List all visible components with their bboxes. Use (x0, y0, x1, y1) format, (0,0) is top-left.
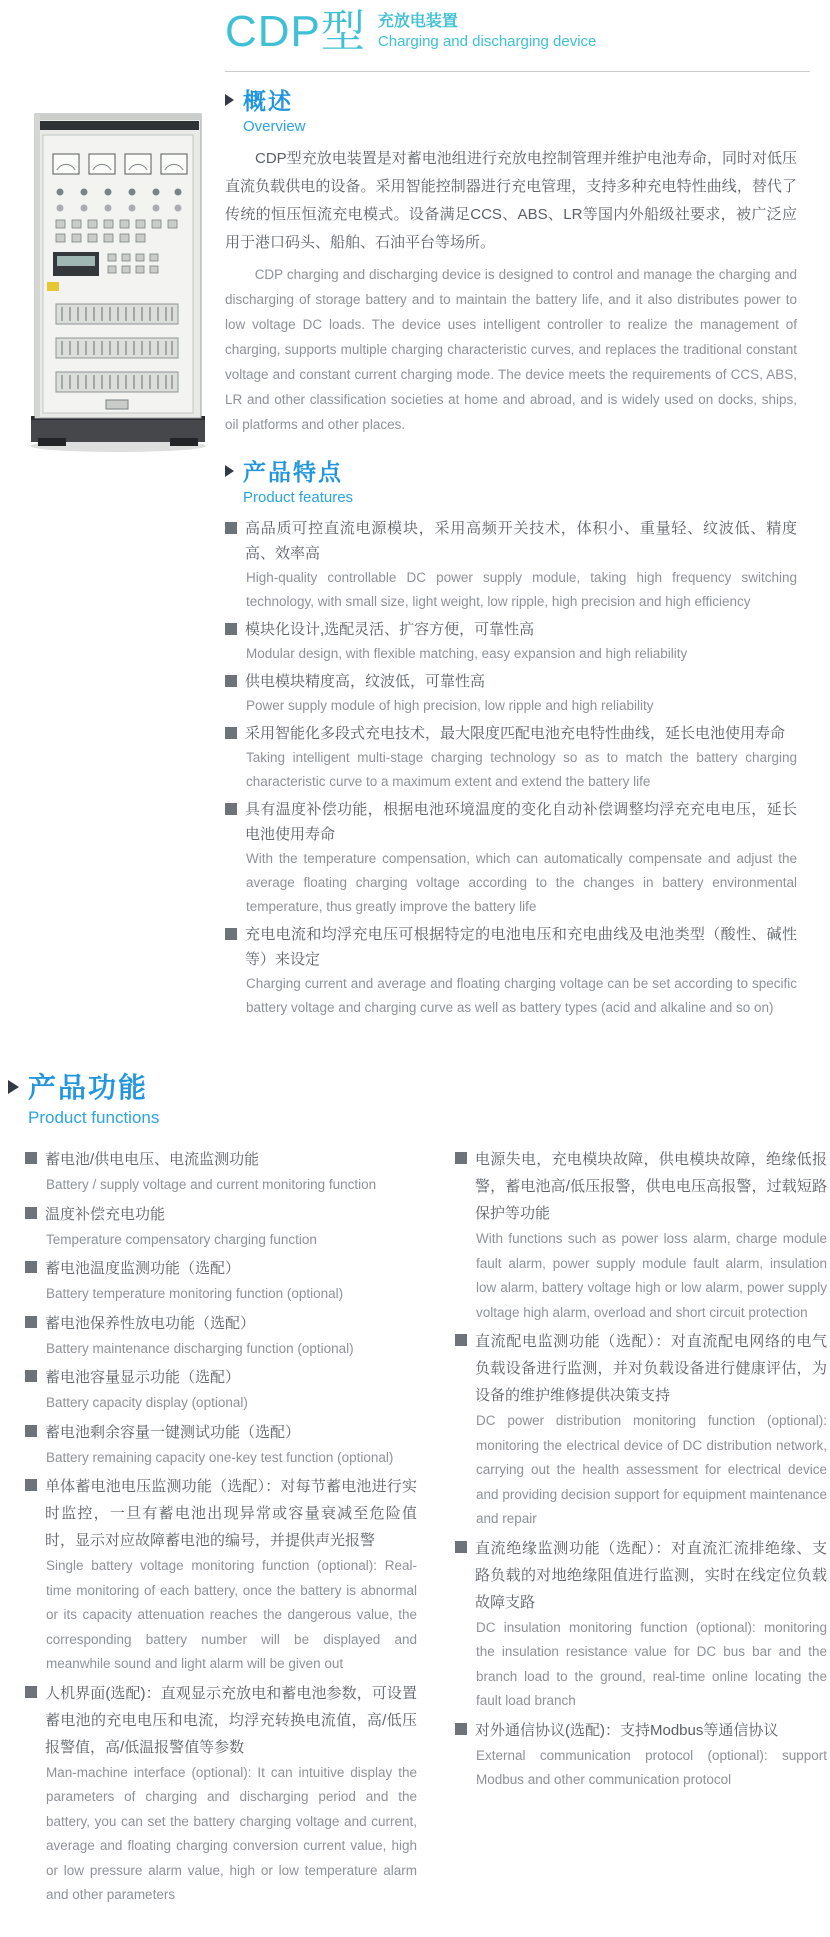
product-subtitle-en: Charging and discharging device (377, 33, 597, 50)
top-content-column (225, 86, 797, 1023)
bullet-square-icon (25, 1316, 37, 1328)
function-item (455, 1146, 827, 1325)
features-section-header (225, 457, 797, 508)
cabinet-plinth (31, 416, 205, 446)
vent-grilles (56, 304, 178, 392)
feature-text-zh: 高品质可控直流电源模块，采用高频开关技术，体积小、重量轻、纹波低、精度高、效率高 (225, 516, 797, 566)
bullet-square-icon (455, 1541, 467, 1553)
feature-text-en: High-quality controllable DC power supply module, taking high frequency switching technology, with small size, light weight, low ripple, high precision and high efficiency (246, 570, 797, 609)
product-subtitle (378, 12, 596, 51)
bullet-square-icon (225, 928, 237, 940)
function-text-zh: 电源失电，充电模块故障，供电模块故障，绝缘低报警，蓄电池高/低压报警，供电电压高报警，过载短路保护等功能 (455, 1146, 827, 1227)
feature-item (225, 617, 797, 666)
feature-text-en: With the temperature compensation, which can automatically compensate and adjust the average floating charging voltage according to the changes in battery environmental temperature, thus greatly improve the battery life (246, 851, 797, 914)
bullet-square-icon (225, 803, 237, 815)
bullet-square-icon (25, 1152, 37, 1164)
bullet-square-icon (455, 1723, 467, 1735)
bullet-square-icon (25, 1370, 37, 1382)
function-text-en: Battery remaining capacity one-key test function (optional) (46, 1449, 394, 1465)
page-header (225, 6, 596, 58)
feature-text-zh: 模块化设计,选配灵活、扩容方便，可靠性高 (225, 617, 797, 642)
feature-item (225, 797, 797, 919)
function-text-en: With functions such as power loss alarm, charge module fault alarm, power supply module fault alarm, insulation low alarm, battery voltage high or low alarm, power supply voltage high alarm, overload and short circuit protection (476, 1231, 827, 1320)
function-text-en: External communication protocol (optional): support Modbus and other communication protocol (476, 1747, 827, 1787)
features-title-zh: 产品特点 (243, 459, 343, 485)
bullet-square-icon (455, 1152, 467, 1164)
functions-left-column (25, 1146, 417, 1911)
feature-text-zh: 采用智能化多段式充电技术，最大限度匹配电池充电特性曲线，延长电池使用寿命 (225, 721, 797, 746)
function-text-en: Temperature compensatory charging function (46, 1231, 317, 1247)
features-title-en: Product features (243, 489, 354, 506)
function-item (25, 1146, 417, 1198)
overview-section-header (225, 86, 797, 137)
feature-text-en: Modular design, with flexible matching, easy expansion and high reliability (246, 646, 688, 661)
header-divider (225, 71, 810, 72)
overview-paragraph-zh: CDP型充放电装置是对蓄电池组进行充放电控制管理并维护电池寿命，同时对低压直流负载供电的设备。采用智能控制器进行充电管理，支持多种充电特性曲线，替代了传统的恒压恒流充电模式。设备满足CCS、ABS、LR等国内外船级社要求，被广泛应用于港口码头、船舶、石油平台等场所。 (225, 150, 797, 251)
function-item (455, 1328, 827, 1532)
feature-text-zh: 供电模块精度高，纹波低，可靠性高 (225, 669, 797, 694)
feature-text-en: Charging current and average and floating charging voltage can be set according to specific battery voltage and charging curve as well as battery types (acid and alkaline and so on) (246, 976, 797, 1015)
feature-text-en: Power supply module of high precision, low ripple and high reliability (246, 698, 654, 713)
overview-paragraph-en: CDP charging and discharging device is designed to control and manage the charging and discharging of storage battery and to maintain the battery life, and it also distributes power to low voltage DC loads. The device uses intelligent controller to realize the management of charging, supports multiple charging characteristic curves, and replaces the traditional constant voltage and constant current charging mode. The device meets the requirements of CCS, ABS, LR and other classification societies at home and abroad, and is widely used on docks, ships, oil platforms and other places. (225, 267, 797, 432)
feature-item (225, 922, 797, 1020)
function-item (455, 1535, 827, 1714)
feature-item (225, 721, 797, 794)
function-text-en: DC insulation monitoring function (optional): monitoring the insulation resistance value for DC bus bar and the branch load to the ground, real-time online locating the fault load branch (476, 1619, 827, 1708)
functions-section-header (8, 1070, 830, 1130)
function-text-zh: 温度补偿充电功能 (25, 1201, 417, 1228)
function-text-en: Man-machine interface (optional): It can intuitive display the parameters of charging and discharging period and the battery, you can set the battery charging voltage and current, average and floating charging conversion current value, high or low pressure alarm value, high or low temperature alarm and other parameters (46, 1764, 417, 1902)
bullet-square-icon (25, 1425, 37, 1437)
product-photo (26, 108, 210, 456)
function-text-en: Battery / supply voltage and current monitoring function (46, 1177, 377, 1192)
function-text-zh: 单体蓄电池电压监测功能（选配）：对每节蓄电池进行实时监控，一旦有蓄电池出现异常或容量衰减至危险值时，显示对应故障蓄电池的编号，并提供声光报警 (25, 1473, 417, 1554)
functions-section (8, 1070, 830, 1911)
function-item (25, 1473, 417, 1677)
section-arrow-icon (8, 1080, 19, 1094)
bullet-square-icon (25, 1207, 37, 1219)
function-text-en: Battery maintenance discharging function (optional) (46, 1340, 354, 1356)
function-item (455, 1717, 827, 1793)
function-text-zh: 直流绝缘监测功能（选配）：对直流汇流排绝缘、支路负载的对地绝缘阻值进行监测，实时在线定位负载故障支路 (455, 1535, 827, 1616)
overview-title-zh: 概述 (243, 88, 293, 114)
bullet-square-icon (25, 1686, 37, 1698)
bullet-square-icon (225, 675, 237, 687)
function-text-zh: 人机界面(选配)：直观显示充放电和蓄电池参数，可设置蓄电池的充电电压和电流，均浮充转换电流值，高/低压报警值，高/低温报警值等参数 (25, 1680, 417, 1761)
bullet-square-icon (225, 727, 237, 739)
function-text-en: Battery capacity display (optional) (46, 1395, 248, 1410)
bullet-square-icon (225, 522, 237, 534)
label-sticker (47, 282, 59, 291)
function-text-zh: 蓄电池容量显示功能（选配） (25, 1364, 417, 1391)
function-text-en: Single battery voltage monitoring function (optional): Real-time monitoring of each battery, once the battery is abnormal or its capacity attenuation reaches the dangerous value, the corresponding battery number will be displayed and meanwhile sound and light alarm will be given out (46, 1558, 417, 1671)
feature-text-zh: 具有温度补偿功能，根据电池环境温度的变化自动补偿调整均浮充充电电压，延长电池使用寿命 (225, 797, 797, 847)
function-text-zh: 蓄电池剩余容量一键测试功能（选配） (25, 1419, 417, 1446)
function-item (25, 1419, 417, 1471)
function-item (25, 1364, 417, 1416)
function-text-zh: 蓄电池/供电电压、电流监测功能 (25, 1146, 417, 1173)
product-model-title: CDP型 (225, 7, 366, 56)
product-subtitle-zh: 充放电装置 (377, 13, 458, 30)
feature-text-zh: 充电电流和均浮充电压可根据特定的电池电压和充电曲线及电池类型（酸性、碱性等）来设定 (225, 922, 797, 972)
function-text-zh: 蓄电池温度监测功能（选配） (25, 1255, 417, 1282)
function-text-zh: 直流配电监测功能（选配）：对直流配电网络的电气负载设备进行监测，并对负载设备进行健康评估，为设备的维护维修提供决策支持 (455, 1328, 827, 1409)
functions-title-en: Product functions (28, 1108, 160, 1127)
overview-title-en: Overview (243, 118, 306, 135)
function-text-zh: 蓄电池保养性放电功能（选配） (25, 1310, 417, 1337)
bullet-square-icon (455, 1334, 467, 1346)
bullet-square-icon (225, 623, 237, 635)
function-item (25, 1680, 417, 1908)
feature-item (225, 516, 797, 614)
function-item (25, 1310, 417, 1362)
bullet-square-icon (25, 1479, 37, 1491)
bottom-vent (106, 400, 128, 409)
function-text-en: Battery temperature monitoring function (optional) (46, 1286, 344, 1301)
feature-text-en: Taking intelligent multi-stage charging technology so as to match the battery charging characteristic curve to a maximum extent and extend the battery life (246, 750, 797, 789)
bullet-square-icon (25, 1261, 37, 1273)
function-text-zh: 对外通信协议(选配)：支持Modbus等通信协议 (455, 1717, 827, 1744)
functions-title-zh: 产品功能 (28, 1072, 149, 1103)
section-arrow-icon (225, 94, 234, 106)
feature-item (225, 669, 797, 718)
function-item (25, 1201, 417, 1253)
functions-right-column (455, 1146, 827, 1911)
function-item (25, 1255, 417, 1307)
feature-list (225, 516, 797, 1020)
section-arrow-icon (225, 465, 234, 477)
cabinet-illustration (26, 108, 210, 456)
function-text-en: DC power distribution monitoring function (optional): monitoring the electrical device of DC distribution network, carrying out the health assessment for electrical device and providing decision support for equipment maintenance and repair (476, 1413, 827, 1526)
functions-columns (8, 1138, 830, 1911)
